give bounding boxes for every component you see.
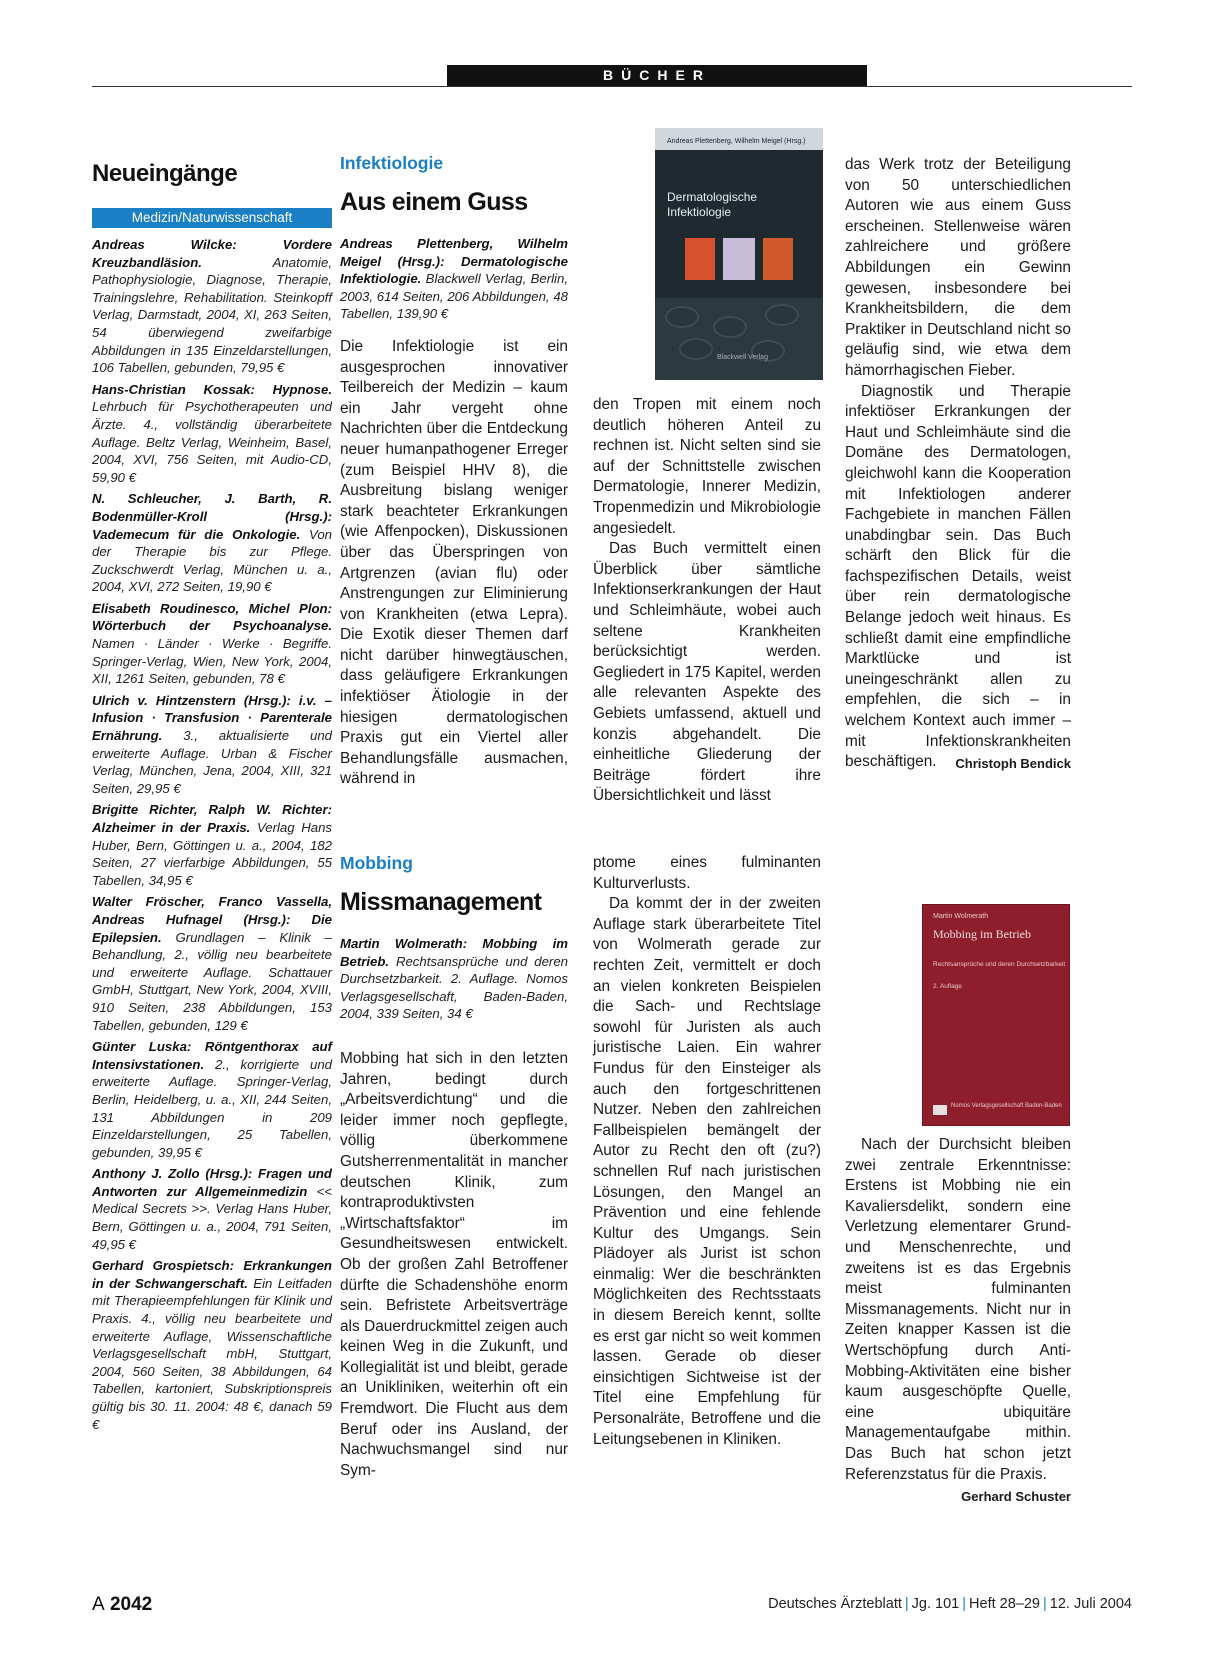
cover-image bbox=[685, 238, 715, 280]
new-book-details: Verlag Hans Huber, Bern, Göttingen u. a., 2004, 182 Seiten, 27 vierfarbige Abbildungen, 55 Tabellen, 34,95 € bbox=[92, 820, 332, 888]
cover-cell bbox=[665, 306, 699, 328]
article-text-col-b bbox=[593, 395, 821, 807]
book-reference-title: Andreas Plettenberg, Wilhelm Meigel (Hrsg.): Dermatologische Infektiologie. bbox=[340, 236, 568, 287]
category-bar: Medizin/Naturwissenschaft bbox=[92, 208, 332, 228]
new-book-details: 3., aktualisierte und erweiterte Auflage. Urban & Fischer Verlag, München, Jena, 2004, XIII, 321 Seiten, 29,95 € bbox=[92, 728, 332, 796]
new-book-title: Günter Luska: Röntgenthorax auf Intensivstationen. bbox=[92, 1039, 332, 1072]
new-book-entry bbox=[92, 490, 332, 596]
cover-image bbox=[763, 238, 793, 280]
article-text-col-a bbox=[340, 1049, 568, 1481]
new-book-entry bbox=[92, 692, 332, 798]
new-book-details: Grundlagen – Klinik – Behandlung, 2., völlig neu bearbeitete und erweiterte Auflage. Schattauer GmbH, Stuttgart, New York, 2004, XVIII, 910 Seiten, 238 Abbildungen, 153 Tabellen, gebunden, 129 € bbox=[92, 929, 332, 1033]
journal-name: Deutsches Ärzteblatt bbox=[768, 1596, 902, 1612]
paragraph: Die Infektiologie ist ein ausgesprochen innovativer Teilbereich der Medizin – kaum ein Jahr vergeht ohne Nachrichten über die Entdeckung neuer humanpathogener Erreger (zum Beispiel HHV 8), die Ausbreitung bislang weniger stark beachteter Erkrankungen (wie Affenpocken), Diskussionen über das Überspringen von Artgrenzen (avian flu) oder Anstrengungen zur Eliminierung von Krankheiten (etwa Lepra). Die Exotik dieser Themen darf nicht darüber hinwegtäuschen, dass geläufigere Erkrankungen infektiöser Ätiologie in der hiesigen dermatologischen Praxis gut ein Viertel aller Behandlungsfälle ausmachen, während in bbox=[340, 337, 568, 788]
new-book-details: << Medical Secrets >>. Verlag Hans Huber, Bern, Göttingen u. a., 2004, 791 Seiten, 49,95 € bbox=[92, 1183, 332, 1252]
paragraph: den Tropen mit einem noch deutlich höheren Anteil zu rechnen ist. Nicht selten sind sie auf der Schnittstelle zwischen Dermatologie, Innerer Medizin, Tropenmedizin und Mikrobiologie angesiedelt. bbox=[593, 396, 821, 537]
journal-info: Deutsches Ärzteblatt | Jg. 101 | Heft 28–29 | 12. Juli 2004 bbox=[768, 1596, 1132, 1612]
new-book-details: Ein Leitfaden mit Therapieempfehlungen für Klinik und Praxis. 4., völlig neu bearbeitete und erweiterte Auflage, Wissenschaftliche Verlagsgesellschaft mbH, Stuttgart, 2004, 560 Seiten, 38 Abbildungen, 64 Tabellen, kartoniert, Subskriptionspreis gültig bis 30. 11. 2004: 48 €, danach 59 € bbox=[92, 1275, 332, 1432]
new-book-title: Brigitte Richter, Ralph W. Richter: Alzheimer in der Praxis. bbox=[92, 802, 332, 835]
cover-title-line: Dermatologische bbox=[667, 190, 758, 204]
book-reference-title: Martin Wolmerath: Mobbing im Betrieb. bbox=[340, 936, 568, 969]
cover-title-line: Infektiologie bbox=[667, 205, 732, 219]
new-book-details: Anatomie, Pathophysiologie, Diagnose, Therapie, Trainingslehre, Rehabilitation. Steinkopff Verlag, Darmstadt, 2004, XI, 263 Seiten, 54 überwiegend zweifarbige Abbildungen in 135 Einzeldarstellungen, 106 Tabellen, gebunden, 79,95 € bbox=[92, 254, 332, 376]
paragraph-text: Diagnostik und Therapie infektiöser Erkrankungen der Haut und Schleimhäute sind die Domäne des Dermatologen, gleichwohl kann die Kooperation mit Infektiologen anderer Fachgebiete in manchen Fällen unabdingbar sein. Das Buch schärft den Blick für die fachspezifischen Details, weist über rein dermatologische Belange jedoch weit hinaus. Es schließt damit eine empfindliche Marktlücke und ist uneingeschränkt allen zu empfehlen, die sich – in welchem Kontext auch immer – mit Infektionskrankheiten beschäftigen. bbox=[845, 382, 1071, 771]
cover-authors: Andreas Plettenberg, Wilhelm Meigel (Hrsg.) bbox=[667, 138, 806, 145]
cover-publisher: Nomos Verlagsgesellschaft Baden-Baden bbox=[951, 1103, 1062, 1109]
article-title: Aus einem Guss bbox=[340, 188, 528, 216]
book-reference bbox=[340, 935, 568, 1023]
paragraph: Da kommt der in der zweiten Auflage stark überarbeitete Titel von Wolmerath gerade zur rechten Zeit, vermittelt er doch an vielen konkreten Beispielen die Sach- und Rechtslage sowohl für Juristen als auch juristische Laien. Ein wahrer Fundus für den Einsteiger als auch den fortgeschrittenen Nutzer. Neben den zahlreichen Fallbeispielen bemängelt der Autor zu Recht den oft (zu?) schnellen Ruf nach juristischen Lösungen, den Mangel an Prävention und eine fehlende Kultur des Umgangs. Sein Plädoyer als Jurist ist schon einmalig: Wer die beschränkten Möglichkeiten des Rechtsstaats in diesem Bereich kennt, sollte es erst gar nicht so weit kommen lassen. Gerade ob dieser einsichtigen Sichtweise ist der Titel eine Empfehlung für Personalräte, Betroffene und die Leitungsebenen in Kliniken. bbox=[593, 895, 821, 1448]
article-text-col-a bbox=[340, 337, 568, 790]
paragraph: Mobbing hat sich in den letzten Jahren, bedingt durch „Arbeitsverdichtung“ und die leider immer noch gepflegte, völlig überkommene Gutsherrenmentalität in mancher deutschen Klinik, zum kontraproduktivsten „Wirtschaftsfaktor“ im Gesundheitswesen entwickelt. Ob der großen Zahl Betroffener dürfte die Schadenshöhe enorm sein. Befristete Arbeitsverträge als Dauerdruckmittel zeigen auch keinen Weg in die Zukunft, und Kollegialität ist und bleibt, gerade an Unikliniken, weiterhin oft ein Fremdwort. Die Flucht aus dem Beruf oder ins Ausland, der Nachwuchsmangel sind nur Sym- bbox=[340, 1049, 568, 1479]
book-reference-details: Rechtsansprüche und deren Durchsetzbarkeit. 2. Auflage. Nomos Verlagsgesellschaft, Baden-Baden, 2004, 339 Seiten, 34 € bbox=[340, 953, 568, 1022]
new-book-title: Andreas Wilcke: Vordere Kreuzbandläsion. bbox=[92, 237, 332, 270]
article-mobbing bbox=[340, 853, 568, 1481]
new-book-entry bbox=[92, 801, 332, 889]
cover-cell bbox=[713, 316, 747, 338]
new-book-title: Anthony J. Zollo (Hrsg.): Fragen und Antworten zur Allgemeinmedizin bbox=[92, 1166, 332, 1199]
book-reference-details: Blackwell Verlag, Berlin, 2003, 614 Seiten, 206 Abbildungen, 48 Tabellen, 139,90 € bbox=[340, 271, 568, 322]
book-cover-dermatologische-infektiologie bbox=[655, 128, 823, 380]
book-reference bbox=[340, 235, 568, 323]
publisher-logo-icon bbox=[933, 1105, 947, 1115]
cover-cells-image bbox=[655, 298, 823, 380]
new-book-entry bbox=[92, 893, 332, 1034]
article-text-col-c bbox=[845, 1135, 1071, 1508]
new-book-title: Gerhard Grospietsch: Erkrankungen in der Schwangerschaft. bbox=[92, 1258, 332, 1291]
page-prefix: A bbox=[92, 1594, 105, 1615]
article-text-col-c bbox=[845, 155, 1071, 775]
review-author: Gerhard Schuster bbox=[961, 1489, 1071, 1505]
paragraph bbox=[845, 382, 1071, 773]
paragraph: Das Buch vermittelt einen Überblick über sämtliche Infektionserkrankungen der Haut und Schleimhäute, wobei auch seltene Krankheiten berücksichtigt werden. Gegliedert in 175 Kapitel, werden alle relevanten Aspekte des Gebiets umfassend, aktuell und konzis abgehandelt. Die einheitliche Gliederung der Beiträge fördert ihre Übersichtlichkeit und lässt bbox=[593, 540, 821, 805]
new-books-list bbox=[92, 236, 332, 1433]
paragraph bbox=[845, 1135, 1071, 1505]
page-number bbox=[92, 1594, 152, 1616]
paragraph: ptome eines fulminanten Kulturverlusts. bbox=[593, 854, 821, 892]
cover-cell bbox=[765, 304, 799, 326]
cover-edition: 2. Auflage bbox=[933, 983, 962, 990]
cover-title bbox=[667, 190, 757, 220]
cover-subtitle: Rechtsansprüche und deren Durchsetzbarkeit bbox=[933, 961, 1066, 968]
new-book-entry bbox=[92, 236, 332, 377]
new-book-entry bbox=[92, 600, 332, 688]
new-book-title: N. Schleucher, J. Barth, R. Bodenmüller-Kroll (Hrsg.): Vademecum für die Onkologie. bbox=[92, 491, 332, 542]
new-book-title: Ulrich v. Hintzenstern (Hrsg.): i.v. – Infusion · Transfusion · Parenterale Ernährung. bbox=[92, 692, 332, 744]
new-book-details: Von der Therapie bis zur Pflege. Zuckschwerdt Verlag, München u. a., 2004, XVI, 272 Seiten, 19,90 € bbox=[92, 526, 332, 595]
page-number-value: 2042 bbox=[109, 1594, 153, 1615]
header-rule bbox=[92, 86, 1132, 87]
new-book-entry bbox=[92, 1038, 332, 1161]
article-infektiologie bbox=[340, 153, 568, 790]
cover-author: Martin Wolmerath bbox=[933, 913, 989, 920]
journal-volume: Jg. 101 bbox=[911, 1596, 960, 1612]
journal-date: 12. Juli 2004 bbox=[1049, 1596, 1132, 1612]
neueingaenge-column bbox=[92, 160, 332, 1433]
article-title: Missmanagement bbox=[340, 888, 542, 916]
new-book-details: Namen · Länder · Werke · Begriffe. Springer-Verlag, Wien, New York, 2004, XII, 1261 Seiten, gebunden, 78 € bbox=[92, 636, 332, 687]
paragraph: das Werk trotz der Beteiligung von 50 unterschiedlichen Autoren wie aus einem Guss erscheinen. Stellenweise wären zahlreichere und größere Abbildungen ein Gewinn gewesen, insbesondere bei Krankheitsbildern, die dem Praktiker in Deutschland nicht so geläufig sind, wie etwa dem hämorrhagischen Fieber. bbox=[845, 156, 1071, 379]
cover-cell bbox=[679, 338, 713, 360]
new-book-title: Walter Fröscher, Franco Vassella, Andreas Hufnagel (Hrsg.): Die Epilepsien. bbox=[92, 894, 332, 945]
book-cover-mobbing-im-betrieb bbox=[922, 904, 1070, 1126]
journal-issue: Heft 28–29 bbox=[969, 1596, 1040, 1612]
article-text-col-b bbox=[593, 853, 821, 1450]
new-book-title: Hans-Christian Kossak: Hypnose. bbox=[92, 381, 332, 397]
new-book-details: 2., korrigierte und erweiterte Auflage. Springer-Verlag, Berlin, Heidelberg, u. a., XII, 244 Seiten, 131 Abbildungen in 209 Einzeldarstellungen, 25 Tabellen, gebunden, 39,95 € bbox=[92, 1056, 332, 1160]
paragraph-text: Nach der Durchsicht bleiben zwei zentrale Erkenntnisse: Erstens ist Mobbing nie ein Kavaliersdelikt, sondern eine Verletzung elementarer Grund- und Menschenrechte, und zweitens ist es das Ergebnis meist fulminanten Missmanagements. Nicht nur in Zeiten knapper Kassen ist die Wertschöpfung durch Anti-Mobbing-Aktivitäten eine bisher kaum ausgeschöpfte Quelle, eine ubiquitäre Managementaufgabe mithin. Das Buch hat schon jetzt Referenzstatus für die Praxis. bbox=[845, 1136, 1071, 1483]
neueingaenge-title: Neueingänge bbox=[92, 160, 238, 187]
cover-image bbox=[723, 238, 755, 280]
cover-title: Mobbing im Betrieb bbox=[933, 927, 1031, 941]
section-header bbox=[92, 65, 1132, 87]
review-author: Christoph Bendick bbox=[955, 756, 1071, 772]
page-footer bbox=[92, 1590, 1132, 1620]
new-book-entry bbox=[92, 1165, 332, 1253]
cover-publisher: Blackwell Verlag bbox=[717, 354, 768, 361]
new-book-title: Elisabeth Roudinesco, Michel Plon: Wörterbuch der Psychoanalyse. bbox=[92, 600, 332, 634]
section-label: BÜCHER bbox=[447, 65, 867, 86]
article-category: Infektiologie bbox=[340, 153, 444, 173]
new-book-details: Lehrbuch für Psychotherapeuten und Ärzte. 4., vollständig überarbeitete Auflage. Beltz Verlag, Weinheim, Basel, 2004, XVI, 756 Seiten, mit Audio-CD, 59,90 € bbox=[92, 399, 332, 485]
new-book-entry bbox=[92, 1257, 332, 1433]
new-book-entry bbox=[92, 381, 332, 487]
article-category: Mobbing bbox=[340, 853, 413, 873]
